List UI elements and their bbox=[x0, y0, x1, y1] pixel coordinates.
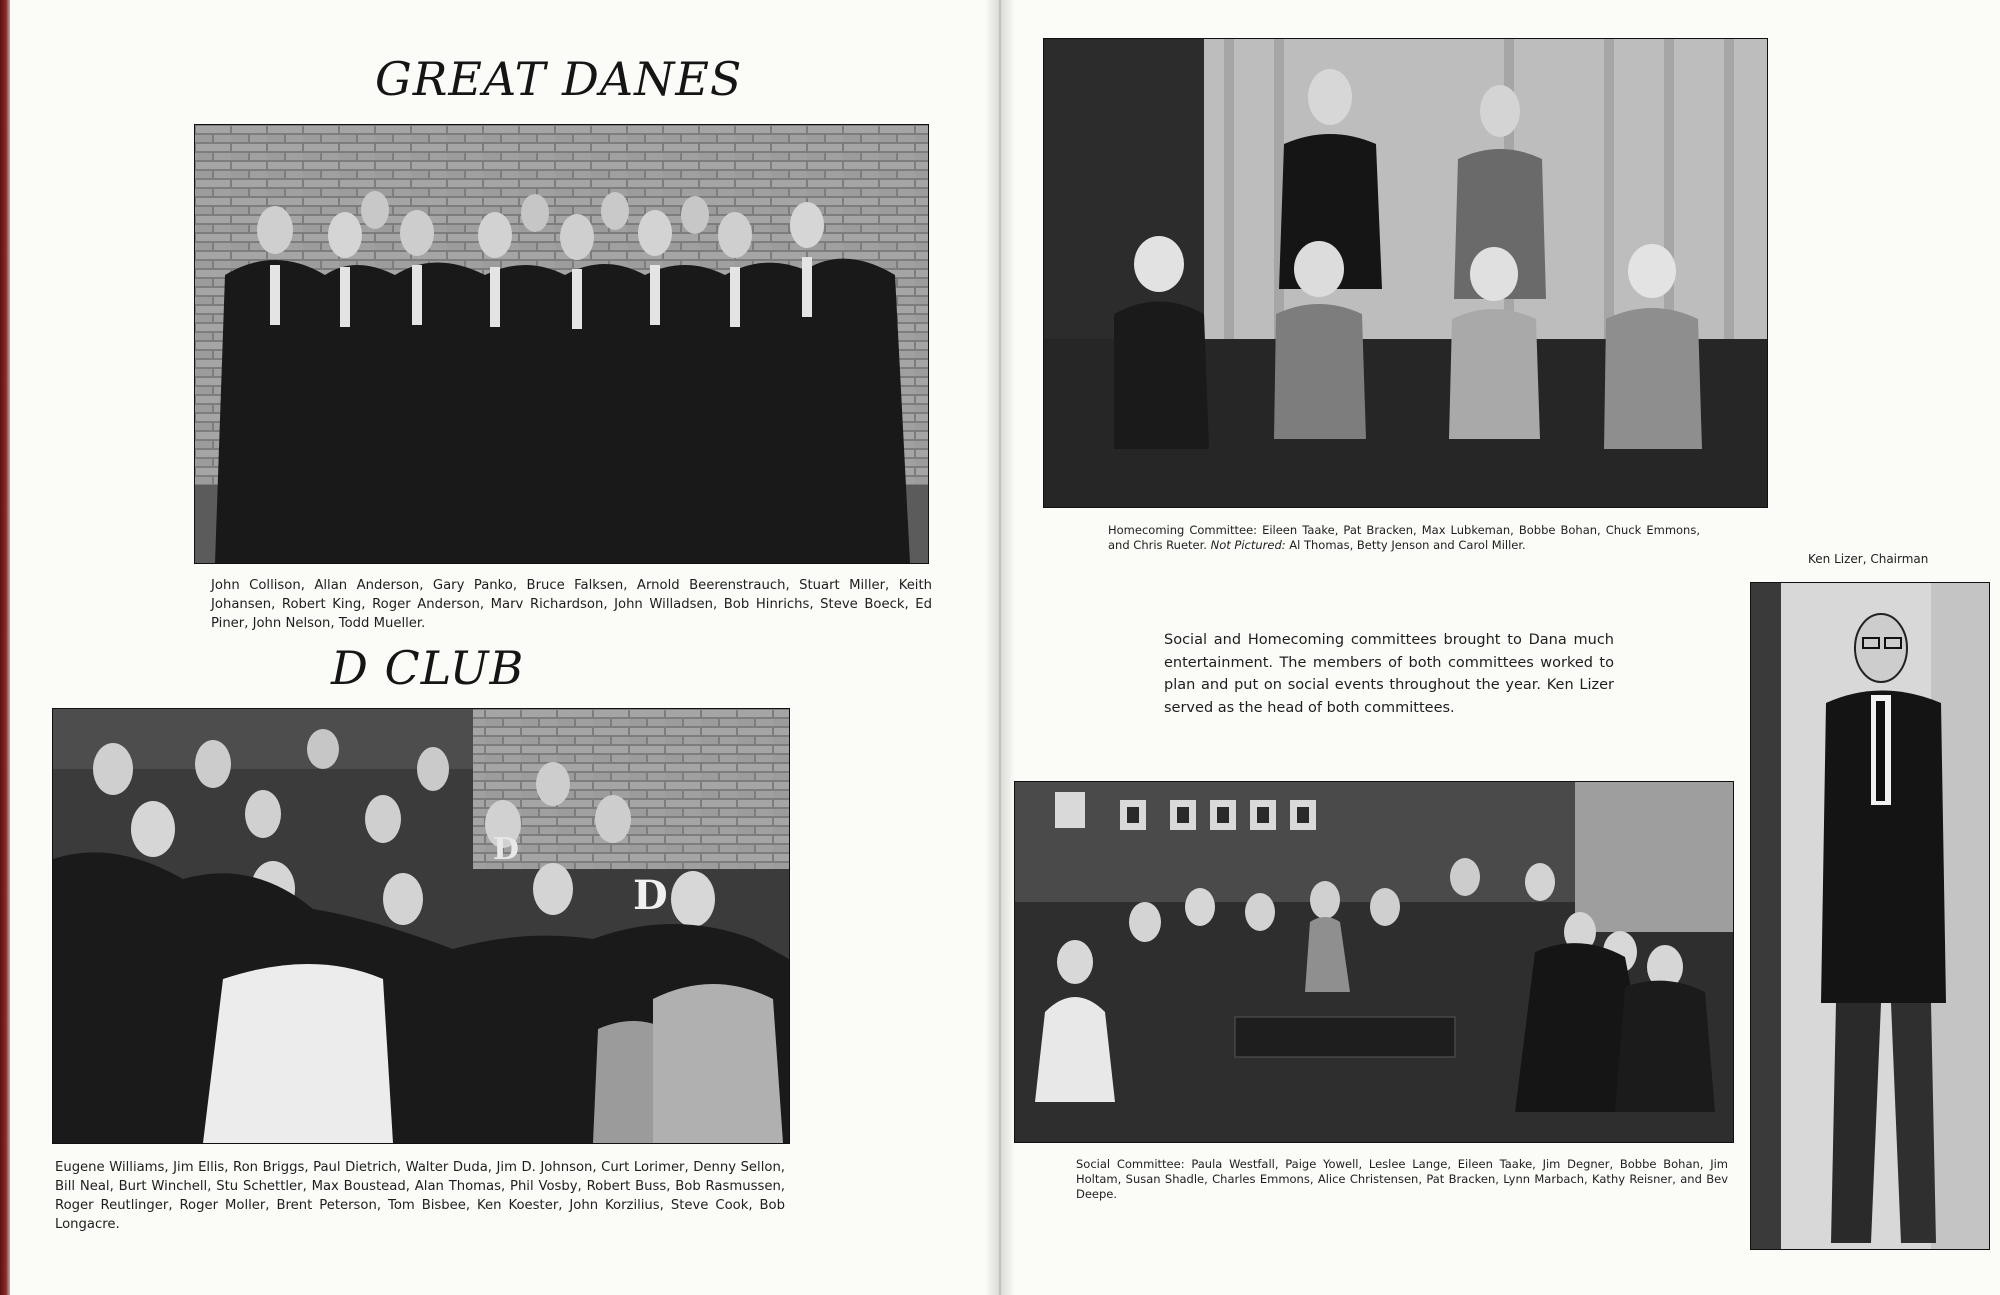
not-pictured-label: Not Pictured: bbox=[1210, 538, 1286, 552]
chairman-portrait bbox=[1750, 582, 1990, 1250]
d-club-photo-image bbox=[53, 709, 789, 1143]
d-club-heading: D CLUB bbox=[331, 641, 525, 695]
right-page bbox=[1000, 0, 2000, 1295]
great-danes-caption: John Collison, Allan Anderson, Gary Panko, Bruce Falksen, Arnold Beerenstrauch, Stuart Miller, Keith Johansen, Robert King, Roger Anderson, Marv Richardson, John Willadsen, Bob Hinrichs, Steve Boeck, Ed Piner, John Nelson, Todd Mueller. bbox=[211, 578, 932, 631]
social-photo bbox=[1014, 781, 1734, 1143]
social-caption: Social Committee: Paula Westfall, Paige Yowell, Leslee Lange, Eileen Taake, Jim Degner, Bobbe Bohan, Jim Holtam, Susan Shadle, Charles Emmons, Alice Christensen, Pat Bracken, Lynn Marbach, Kathy Reisner, and Bev Deepe. bbox=[1076, 1157, 1728, 1201]
chairman-label: Ken Lizer, Chairman bbox=[1808, 552, 1929, 566]
d-club-caption: Eugene Williams, Jim Ellis, Ron Briggs, Paul Dietrich, Walter Duda, Jim D. Johnson, Curt Lorimer, Denny Sellon, Bill Neal, Burt Winchell, Stu Schettler, Max Boustead, Alan Thomas, Phil Vosby, Robert Buss, Bob Rasmussen, Roger Reutlinger, Roger Moller, Brent Peterson, Tom Bisbee, Ken Koester, John Korzilius, Steve Cook, Bob Longacre. bbox=[55, 1160, 785, 1232]
committees-body-text: Social and Homecoming committees brought to Dana much entertainment. The members of both committees worked to plan and put on social events throughout the year. Ken Lizer served as the head of both committees. bbox=[1164, 632, 1614, 716]
chairman-portrait-image bbox=[1751, 583, 1989, 1249]
social-photo-image bbox=[1015, 782, 1733, 1142]
d-club-photo bbox=[52, 708, 790, 1144]
great-danes-heading: GREAT DANES bbox=[375, 52, 743, 106]
book-gutter bbox=[985, 0, 1015, 1295]
svg-text:D: D bbox=[493, 832, 520, 867]
homecoming-photo-image bbox=[1044, 39, 1767, 507]
homecoming-photo bbox=[1043, 38, 1768, 508]
homecoming-caption bbox=[1108, 523, 1700, 553]
great-danes-photo bbox=[194, 124, 929, 564]
not-pictured-names: Al Thomas, Betty Jenson and Carol Miller. bbox=[1289, 538, 1526, 552]
binding-edge bbox=[0, 0, 10, 1295]
homecoming-caption-main: Homecoming Committee: Eileen Taake, Pat Bracken, Max Lubkeman, Bobbe Bohan, Chuck Emmons, and Chris Rueter. bbox=[1108, 523, 1700, 552]
great-danes-photo-image bbox=[195, 125, 928, 563]
svg-text:D: D bbox=[633, 872, 668, 919]
